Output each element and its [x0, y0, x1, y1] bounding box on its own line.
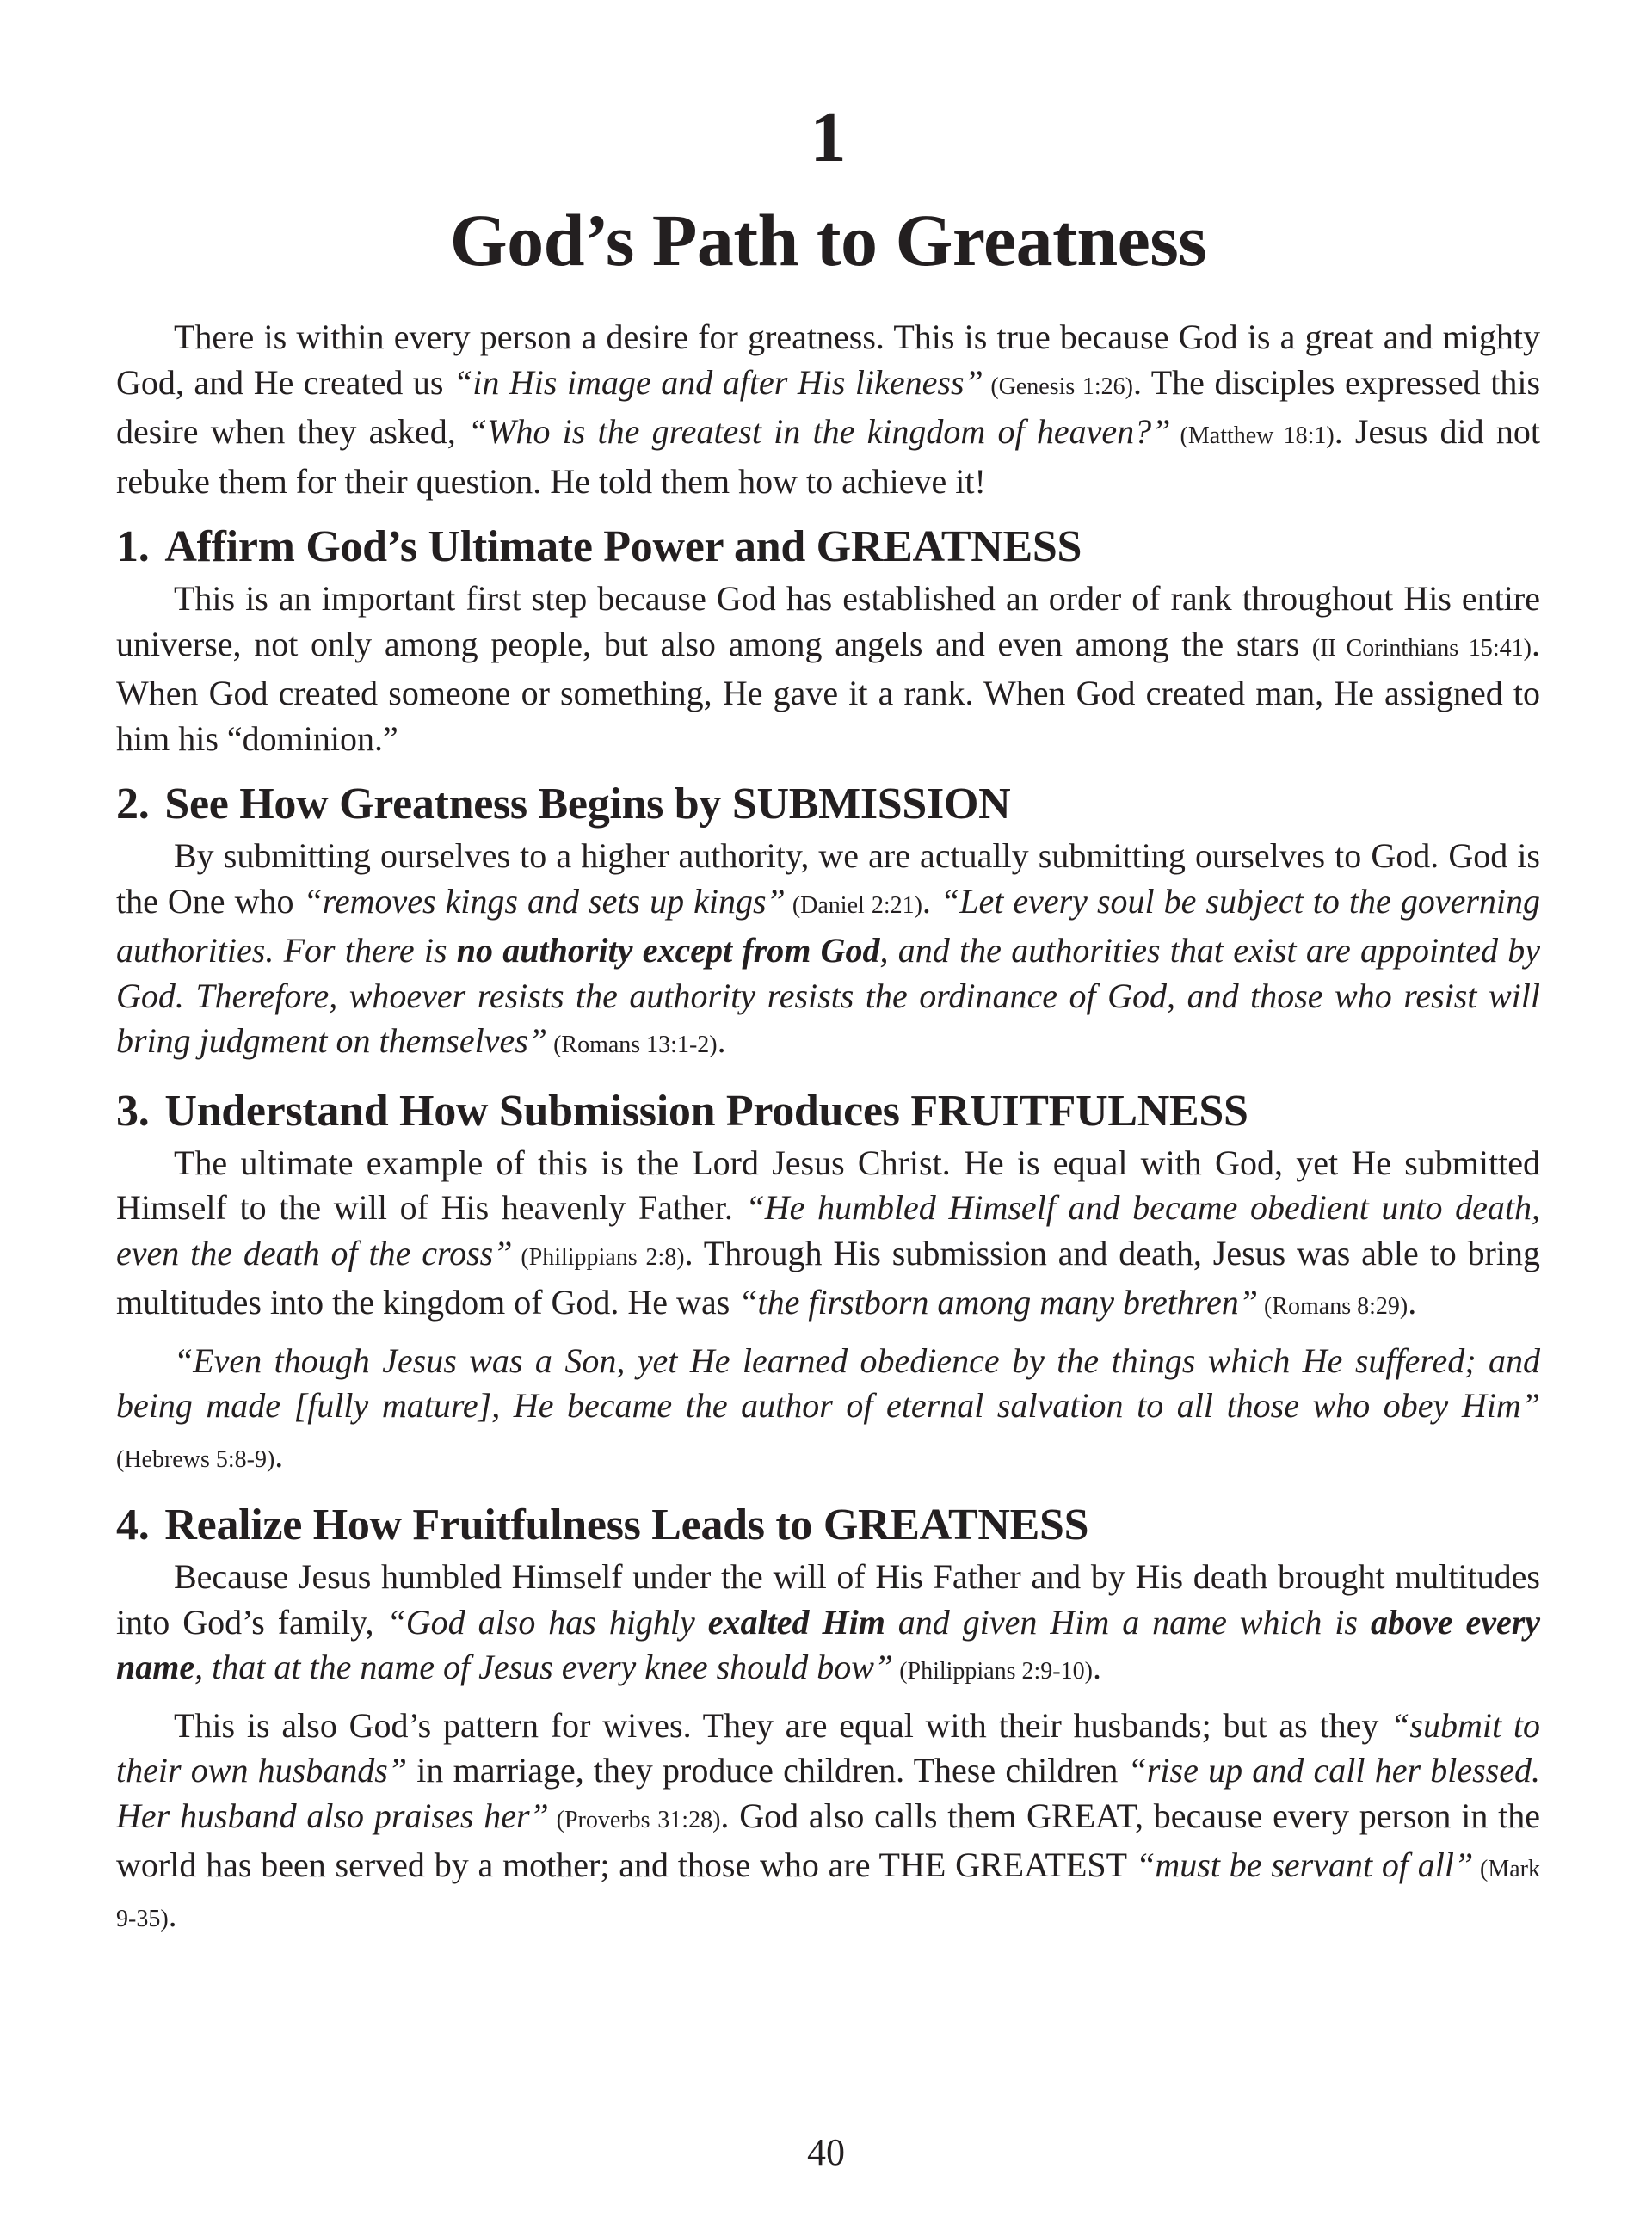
chapter-title: God’s Path to Greatness [449, 199, 1207, 281]
text: This is an important first step because God has established an order of rank throughout His entire universe, not only among people, but also among angels and even among the stars [116, 579, 1540, 663]
text: . Through His submission and death, Jesus was able to bring multitudes into the kingdom of God. He was [116, 1233, 1540, 1322]
scripture-reference: (Romans 8:29) [1257, 1293, 1409, 1320]
section-heading-3 [116, 1086, 1540, 1137]
scripture-quote: “must be servant of all” [1136, 1845, 1474, 1884]
section-1-paragraph [116, 576, 1540, 761]
text: There is within every person a desire for greatness. This is true because God is a great and mighty God, and He created us [116, 317, 1540, 402]
section-heading-1 [116, 521, 1540, 573]
scripture-reference: (Mark 9-35) [116, 1856, 1540, 1932]
scripture-quote: “removes kings and sets up kings” [303, 881, 786, 921]
text: . [1092, 1648, 1101, 1686]
scripture-reference: (Philippians 2:8) [512, 1243, 685, 1271]
text: This is also God’s pattern for wives. They are equal with their husbands; but as they [174, 1705, 1391, 1745]
scripture-quote: “Even though Jesus was a Son, yet He learned obedience by the things which He suffered; and being made [fully mature], He became the author of eternal salvation to all those who obey Him” [116, 1340, 1540, 1425]
section-number: 2. [116, 779, 150, 829]
scripture-quote: , that at the name of Jesus every knee should bow” [194, 1648, 894, 1686]
section-title: Understand How Submission Produces FRUITFULNESS [164, 1086, 1248, 1136]
text: The ultimate example of this is the Lord Jesus Christ. He is equal with God, yet He submitted Himself to the will of His heavenly Father. [116, 1143, 1540, 1227]
section-title: Affirm God’s Ultimate Power and GREATNESS [164, 522, 1082, 571]
scripture-quote: “God also has highly [386, 1602, 708, 1642]
section-number: 3. [116, 1086, 150, 1136]
scripture-reference: (Daniel 2:21) [785, 891, 922, 919]
scripture-reference: (Proverbs 31:28) [548, 1806, 721, 1833]
scripture-quote: “rise up and call her blessed. Her husband also praises her” [116, 1751, 1540, 1835]
scripture-reference: (Genesis 1:26) [983, 373, 1133, 400]
text: . [922, 881, 940, 921]
page-number: 40 [807, 2131, 845, 2173]
section-title: Realize How Fruitfulness Leads to GREATNESS [164, 1500, 1089, 1550]
scripture-quote: “Who is the greatest in the kingdom of heaven?” [467, 412, 1171, 451]
scripture-emphasis: no authority except from God [456, 931, 880, 970]
intro-paragraph [116, 315, 1540, 504]
text: . [717, 1021, 726, 1060]
section-title: See How Greatness Begins by SUBMISSION [164, 779, 1011, 829]
scripture-reference: (Hebrews 5:8-9) [116, 1445, 275, 1473]
scripture-reference: (Matthew 18:1) [1170, 422, 1335, 449]
section-heading-2 [116, 779, 1540, 830]
section-4-paragraph-2 [116, 1704, 1540, 1943]
text: . [274, 1435, 284, 1475]
text: in marriage, they produce children. These children [407, 1751, 1128, 1790]
section-number: 4. [116, 1500, 150, 1550]
text: . The disciples expressed this desire when they asked, [116, 362, 1541, 451]
scripture-quote: “in His image and after His likeness” [453, 362, 983, 402]
section-heading-4 [116, 1500, 1540, 1551]
section-number: 1. [116, 522, 150, 571]
text: . Jesus did not rebuke them for their question. He told them how to achieve it! [116, 412, 1540, 501]
scripture-emphasis: exalted Him [707, 1602, 885, 1642]
text: Because Jesus humbled Himself under the will of His Father and by His death brought multitudes into God’s family, [116, 1557, 1540, 1642]
section-4-paragraph-1 [116, 1555, 1540, 1695]
scripture-reference: (Romans 13:1-2) [547, 1032, 718, 1058]
scripture-quote: , and the authorities that exist are appointed by God. Therefore, whoever resists the authority resists the ordinance of God, and those who resist will bring judgment on themselves” [116, 931, 1540, 1060]
scripture-quote: “He humbled Himself and became obedient unto death, even the death of the cross” [116, 1188, 1540, 1272]
text: . [168, 1895, 177, 1934]
text: By submitting ourselves to a higher authority, we are actually submitting ourselves to God. God is the One who [116, 836, 1540, 921]
scripture-emphasis: above every name [116, 1602, 1541, 1686]
page-content [116, 0, 1540, 1942]
scripture-quote: and given Him a name which is [885, 1602, 1371, 1642]
scripture-reference: (Philippians 2:9-10) [893, 1658, 1093, 1685]
text: . When God created someone or something, He gave it a rank. When God created man, He assigned to him his “dominion.” [116, 624, 1541, 758]
text: . God also calls them GREAT, because every person in the world has been served by a mother; and those who are THE GREATEST [116, 1796, 1540, 1884]
scripture-quote: “submit to their own husbands” [116, 1705, 1541, 1790]
scripture-quote: “Let every soul be subject to the governing authorities. For there is [116, 881, 1541, 970]
scripture-reference: (II Corinthians 15:41) [1311, 634, 1532, 662]
section-2-paragraph [116, 834, 1540, 1069]
chapter-number: 1 [810, 97, 847, 177]
text: . [1408, 1283, 1417, 1322]
section-3-paragraph-2 [116, 1339, 1540, 1483]
section-3-paragraph-1 [116, 1141, 1540, 1330]
scripture-quote: “the firstborn among many brethren” [738, 1283, 1258, 1322]
